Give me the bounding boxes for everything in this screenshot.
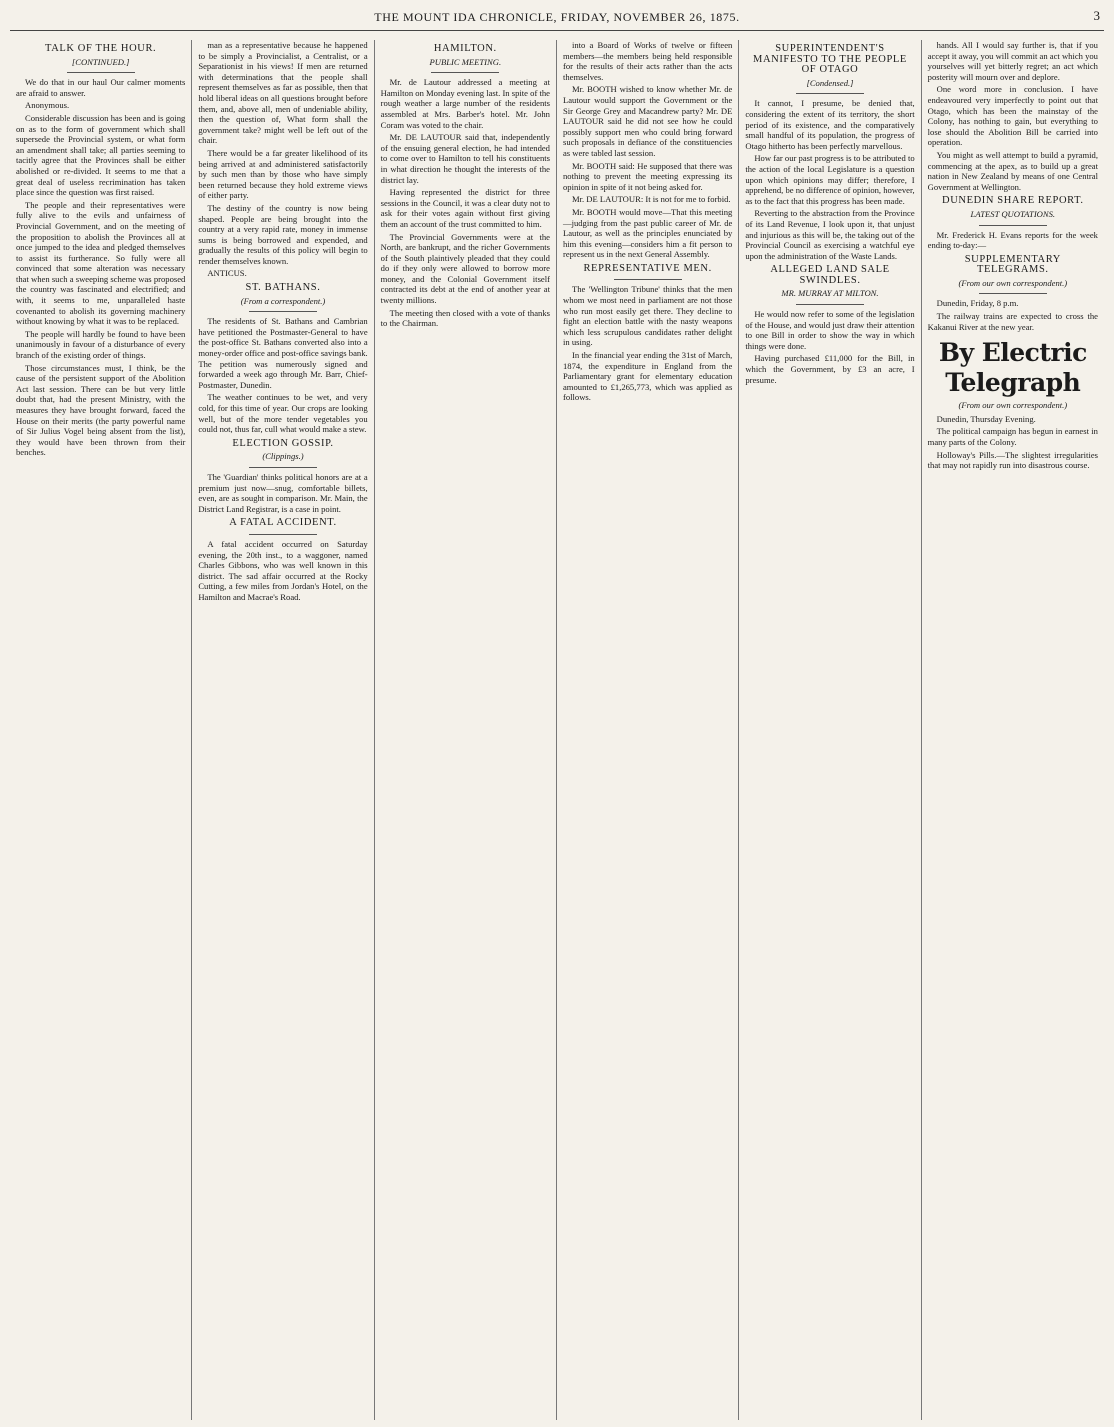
article-paragraph: Holloway's Pills.—The slightest irregularities that may not rapidly run into disastrous course. bbox=[927, 449, 1098, 471]
article-heading: ST. BATHANS. bbox=[245, 282, 321, 294]
article-paragraph: The people and their representatives were fully alive to the evils and unfairness of Provincial Government, and on the meeting of the proposition to abolish the Provinces all at once jumped to the idea and pledged themselves to assist its furtherance. So fully were all convinced that some alteration was necessary that when such a sweeping scheme was proposed the country was fascinated and electrified; and with, it seems to me, unparalleled haste covenanted to abolish its governing machinery without knowing by what it was to be replaced. bbox=[16, 199, 186, 327]
article-paragraph: Mr. de Lautour addressed a meeting at Hamilton on Monday evening last. In spite of the rough weather a large number of the residents assembled at Mrs. Barber's hotel. Mr. John Coram was voted to the chair. bbox=[380, 77, 550, 130]
article-paragraph: Mr. DE LAUTOUR: It is not for me to forbid. bbox=[571, 194, 731, 205]
article-paragraph: In the financial year ending the 31st of March, 1874, the expenditure in England from the Parliamentary grant for elementary education amounted to £1,265,773, which was applied as follows. bbox=[562, 350, 733, 403]
article-subheading: MR. MURRAY AT MILTON. bbox=[781, 288, 879, 299]
article-heading: REPRESENTATIVE MEN. bbox=[583, 262, 712, 274]
article-paragraph: There would be a far greater likelihood of its being arrived at and administered satisfactorily by such men than by those who have simply been returned because they hold extreme views of either party. bbox=[198, 147, 368, 201]
heading-rule bbox=[979, 225, 1047, 226]
article-subheading: (From our own correspondent.) bbox=[958, 277, 1068, 288]
column-5 bbox=[739, 40, 921, 1420]
article-paragraph: The 'Wellington Tribune' thinks that the men whom we most need in parliament are not those who run most easily get there. They decline to fight an election battle with the nasty weapons which less scrupulous candidates rather delight in using. bbox=[562, 284, 733, 348]
article-paragraph: Mr. BOOTH wished to know whether Mr. de Lautour would support the Government or the Sir George Grey and Macandrew party? Mr. DE LAUTOUR said he did not see how he could possibly support men who could bring forward such proposals in defiance of the constituencies as were tabled last session. bbox=[562, 84, 733, 158]
article-heading: DUNEDIN SHARE REPORT. bbox=[942, 195, 1084, 207]
heading-rule bbox=[614, 279, 682, 280]
column-4 bbox=[557, 40, 739, 1420]
article-paragraph: It cannot, I presume, be denied that, considering the extent of its territory, the short period of its existence, and the comparatively small handful of its population, the progress of Otago hitherto has been perfectly marvellous. bbox=[745, 98, 915, 151]
article-subheading: (From a correspondent.) bbox=[240, 295, 326, 306]
article-paragraph: The 'Guardian' thinks political honors are at a premium just now—snug, comfortable billets, even, are as sought in comparison. Mr. Main, the District Land Registrar, is a case in point. bbox=[198, 471, 368, 514]
article-paragraph: The residents of St. Bathans and Cambrian have petitioned the Postmaster-General to have the post-office St. Bathans converted also into a money-order office and post-office savings bank. The petition was numerously signed and forwarded a week ago through Mr. Barr, Chief-Postmaster, Dunedin. bbox=[198, 316, 368, 390]
article-heading: ELECTION GOSSIP. bbox=[232, 437, 334, 449]
article-heading: TALK OF THE HOUR. bbox=[45, 43, 157, 54]
article-paragraph: Mr. Frederick H. Evans reports for the week ending to-day:— bbox=[927, 229, 1098, 251]
article-paragraph: Reverting to the abstraction from the Province of its Land Revenue, I look upon it, that unjust and injurious as this will be, the taking out of the Provincial Council as exercising a watchful eye upon the administration of the Waste Lands. bbox=[745, 208, 915, 261]
article-paragraph: man as a representative because he happened to be simply a Provincialist, a Centralist, or a Separationist in his views! If men are returned with determinations that the people shall represent themselves as far as possible, then that hold liberal ideas on all questions brought before them, and, above all, men of undeniable ability, then the question of, What form shall the government take? might well be left out of the chair. bbox=[198, 40, 368, 146]
article-paragraph: Having purchased £11,000 for the Bill, in which the Government, by £3 an acre, I presume. bbox=[745, 353, 915, 385]
article-subheading: (Clippings.) bbox=[262, 451, 304, 462]
article-paragraph: The destiny of the country is now being shaped. People are being brought into the country at a very rapid rate, money in immense sums is being borrowed and expended, and gradually the results of this policy will begin to render themselves known. bbox=[198, 202, 368, 266]
masthead-rule bbox=[10, 30, 1104, 31]
article-heading: SUPPLEMENTARY TELEGRAMS. bbox=[964, 253, 1061, 276]
article-paragraph: The people will hardly be found to have been unanimously in favour of a disturbance of every branch of the existing order of things. bbox=[16, 328, 186, 361]
article-paragraph: into a Board of Works of twelve or fifteen members—the members being held responsible for the results of their acts rather than the acts themselves. bbox=[562, 40, 733, 82]
article-paragraph: ANTICUS. bbox=[207, 268, 247, 279]
heading-rule bbox=[979, 293, 1047, 294]
article-paragraph: He would now refer to some of the legislation of the House, and would just draw their attention to one Bill in order to show the way in which things were done. bbox=[745, 309, 915, 351]
article-paragraph: We do that in our haul Our calmer moments are afraid to answer. bbox=[16, 77, 186, 98]
article-subheading: PUBLIC MEETING. bbox=[429, 56, 502, 67]
heading-rule bbox=[796, 93, 864, 94]
banner-subheading: (From our own correspondent.) bbox=[958, 400, 1068, 411]
article-paragraph: Anonymous. bbox=[25, 100, 70, 111]
running-head: THE MOUNT IDA CHRONICLE, FRIDAY, NOVEMBER 26, 1875. bbox=[374, 10, 740, 24]
article-subheading: [CONTINUED.] bbox=[71, 56, 130, 67]
article-paragraph: The political campaign has begun in earnest in many parts of the Colony. bbox=[927, 426, 1098, 448]
heading-rule bbox=[249, 467, 317, 468]
article-paragraph: The Provincial Governments were at the North, are bankrupt, and the richer Governments of the South plaintively pleaded that they could do if they only were allowed to borrow more money, and the Colonial Government itself contracted its debt at the end of another year at twenty millions. bbox=[380, 231, 550, 306]
article-paragraph: The meeting then closed with a vote of thanks to the Chairman. bbox=[380, 307, 550, 329]
heading-rule bbox=[67, 72, 135, 73]
article-paragraph: Mr. BOOTH said: He supposed that there was nothing to prevent the meeting expressing its opinion in spite of it not being asked for. bbox=[562, 160, 733, 192]
article-subheading: LATEST QUOTATIONS. bbox=[970, 208, 1056, 219]
article-paragraph: How far our past progress is to be attributed to the action of the local Legislature is a question upon which opinions may differ; therefore, I apprehend, be no difference of opinion, however, as to the fact that this progress has been made. bbox=[745, 153, 915, 206]
heading-rule bbox=[796, 304, 864, 305]
article-subheading: [Condensed.] bbox=[806, 77, 854, 88]
article-paragraph: Dunedin, Thursday Evening. bbox=[936, 413, 1036, 424]
article-paragraph: Considerable discussion has been and is going on as to the form of government which shall supersede the Provincial system, or what form an amendment shall take; all parties seeming to tacitly agree that the Provinces shall be either abolished or re-divided. It seems to me that a great deal of useless recrimination has taken place since the question was first raised. bbox=[16, 112, 186, 198]
columns-container bbox=[10, 40, 1104, 1420]
article-paragraph: Dunedin, Friday, 8 p.m. bbox=[936, 298, 1019, 309]
heading-rule bbox=[431, 72, 499, 73]
article-paragraph: You might as well attempt to build a pyramid, commencing at the apex, as to build up a great nation in New Zealand by means of one Central Government at Wellington. bbox=[927, 149, 1098, 192]
article-heading: A FATAL ACCIDENT. bbox=[229, 517, 337, 529]
article-paragraph: hands. All I would say further is, that if you accept it away, you will commit an act which you yourselves will yet bitterly regret; an act which posterity will mourn over and deplore. bbox=[927, 40, 1098, 82]
article-paragraph: Those circumstances must, I think, be the cause of the persistent support of the Abolition Act last session. There can be but very little doubt that, had the present Ministry, with the measures they have brought forward, faced the House on their merits (the party powerful name of Sir Julius Vogel being absent from the list), they would have been thrown from their benches. bbox=[16, 362, 186, 458]
article-paragraph: The weather continues to be wet, and very cold, for this time of year. Our crops are looking well, but of the more tender vegetables you could not, thus far, cull what would make a stew. bbox=[198, 392, 368, 435]
masthead bbox=[0, 0, 1114, 38]
heading-rule bbox=[249, 311, 317, 312]
article-paragraph: Mr. BOOTH would move—That this meeting—judging from the past public career of Mr. de Lautour, as well as the principles enunciated by him this evening—considers him a fit person to represent us in the next General Assembly. bbox=[562, 206, 733, 260]
article-paragraph: Mr. DE LAUTOUR said that, independently of the ensuing general election, he had intended to come over to Hamilton to tell his constituents in what direction he thought the interests of the district lay. bbox=[380, 132, 550, 185]
page-number: 3 bbox=[1093, 8, 1100, 23]
telegraph-banner: By Electric Telegraph bbox=[938, 338, 1087, 398]
article-paragraph: A fatal accident occurred on Saturday evening, the 20th inst., to a waggoner, named Charles Gibbons, who was well known in this district. The sad affair occurred at the Rocky Cutting, a few miles from Jordan's Hotel, on the Hamilton and Macrae's Road. bbox=[198, 538, 368, 602]
article-heading: SUPERINTENDENT'S MANIFESTO TO THE PEOPLE OF OTAGO bbox=[753, 43, 907, 76]
column-2 bbox=[192, 40, 374, 1420]
article-heading: ALLEGED LAND SALE SWINDLES. bbox=[770, 264, 890, 286]
column-3 bbox=[375, 40, 557, 1420]
column-6 bbox=[922, 40, 1104, 1420]
column-1 bbox=[10, 40, 192, 1420]
heading-rule bbox=[249, 534, 317, 535]
article-paragraph: One word more in conclusion. I have endeavoured very imperfectly to point out that Otago, which has been the mainstay of the Colony, has nothing to gain, but everything to lose should the Abolition Bill be carried into operation. bbox=[927, 84, 1098, 148]
article-heading: HAMILTON. bbox=[433, 43, 497, 54]
article-paragraph: The railway trains are expected to cross the Kakanui River at the new year. bbox=[927, 311, 1098, 332]
article-paragraph: Having represented the district for three sessions in the Council, it was a clear duty not to ask for their votes again without first giving them an account of the trust committed to him. bbox=[380, 187, 550, 229]
